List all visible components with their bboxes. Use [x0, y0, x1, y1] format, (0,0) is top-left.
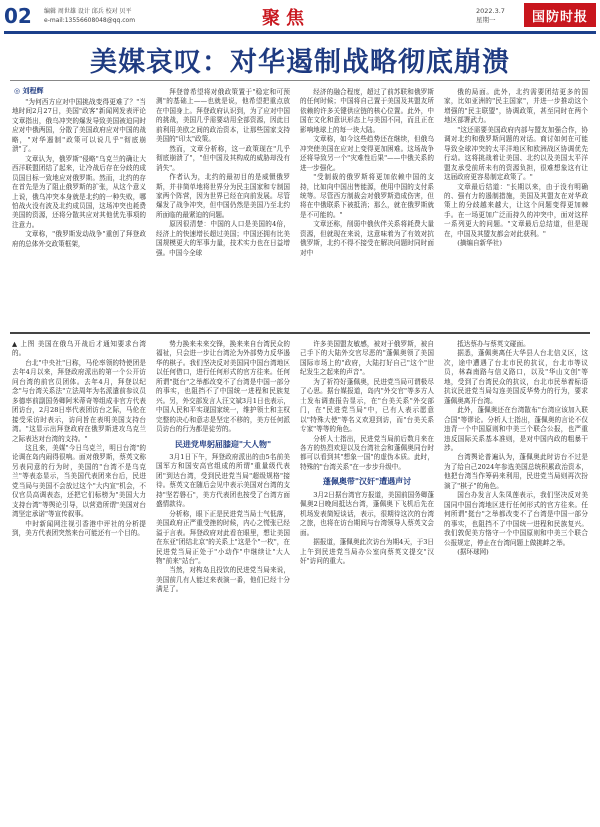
section-title: 聚焦 — [262, 8, 310, 29]
issue-date — [476, 7, 505, 25]
paragraph: 分析人士指出，民进党当局前后数月来在各方的热烈欢迎以及台湾社会和蓬佩奥同台时都可以看到其"想象一国"的虚伪本质。此时，特殊的"台湾关系"在一步步升级中。 — [300, 434, 434, 471]
paragraph: (摘编自新华社) — [457, 239, 502, 248]
paragraph: "为何西方应对中国挑战变得更难了？"当地时间2月27日，美国"政客"新闻网发表评论文章指出，俄乌冲突的爆发导致美国被迫同时应对中俄两国，分散了美国政府应对中国的战略，"对华遏制"政策可以说几乎"彻底崩溃"了。 — [12, 98, 146, 154]
paragraph: "受制裁的俄罗斯将更加依赖中国的支持，比如向中国出售能源，使用中国的支付系统等。尽管西方制裁会对俄罗斯造成伤害，但将在中俄联系下被抵消；那么，就在俄罗斯就是不可能的。" — [300, 173, 434, 219]
paragraph: 3月1日下午，拜登政府派出的由5名前美国军方和国安高官组成的所谓"重量级代表团"到达台湾，受到民进党当局"超级规格"接待。蔡英文在随后会见中表示美国对台湾的支持"坚若磐石"，美方代表团也按受了台湾方面盛情款待。 — [156, 452, 290, 509]
paragraph: 此外，蓬佩奥还在台湾散布"台湾应该加入联合国"等谬论。分析人士指出，蓬佩奥的言论不仅违背一个中国原则和中美三个联合公报，也严重违反国际关系基本准则，是对中国内政的粗暴干涉。 — [444, 406, 588, 452]
paragraph: 台湾舆论普遍认为，蓬佩奥此时访台不过是为了给自己2024年参选美国总统积累政治资本，他把台湾当作筹码来利用，民进党当局则再次扮演了"棋子"的角色。 — [444, 453, 588, 490]
main-headline: 美媒哀叹：对华遏制战略彻底崩溃 — [90, 47, 510, 78]
paragraph: 文章称，"俄罗斯发动战争"重创了拜登政府的总体外交政策框架， — [12, 230, 146, 248]
subheading-2: 蓬佩奥带"汉奸"遭遇声讨 — [322, 477, 412, 487]
paragraph: 这且来，美媒"今日乌克兰，明日台湾"的论调在岛内闹得很响。面对俄罗斯，蔡英文称另表同意的行为时，美国的"台湾不是乌克兰"等表态显示，当美国代表团来台后，民进党当局与美国不会放过这个"大内宣"机会，不仅官员高调表态，还把它们标榜为"美国大力支持台湾"等舆论引导，以营造所谓"美国对台湾坚定承诺"等宣传叙事。 — [12, 443, 146, 519]
paragraph: 文章最后结道："长期以来，由于没有明确的、强有力的遏制措施，美国及其盟友在对华政策上的分歧越来越大，让这个问题变得更加棘手。在一场更加广泛而持久的冲突中，面对这样一系列更大的问题。"文章最后总结道，但是现在，中国及其盟友都会对此获利。" — [444, 182, 588, 238]
author-name: 刘程辉 — [22, 87, 44, 95]
editor-line: 编辑 周世雄 设计 邱兵 校对 贝平 — [44, 8, 132, 15]
paragraph: 国台办发言人朱凤莲表示，我们坚决反对美国同中国台湾地区进行任何形式的官方往来。任何所谓"挺台"之举都改变不了台湾是中国一部分的事实，也阻挡不了中国统一进程和民族复兴。我们敦促美方恪守一个中国原则和中美三个联合公报规定，停止在台湾问题上做挑衅之举。 — [444, 491, 588, 547]
header-rule — [4, 31, 596, 34]
top-article-column-1 — [12, 98, 146, 328]
bottom-article-column-1 — [12, 340, 146, 820]
paragraph: 中时新闻网注视引香港中评社的分析提到，美方代表团突然来台可能还有一个目的。 — [12, 519, 146, 538]
photo-caption: ▲ 上图 美国在俄乌开战后才通知要求台湾的。 — [12, 340, 146, 358]
paragraph: 文章还称，削弱中俄伙伴关系将耗费大量资源，但就现在来说，这意味着为了有效对抗俄罗斯，北约不得不接受在解决问题时同时面对中 — [300, 220, 434, 257]
paragraph: (据环球网) — [457, 547, 489, 556]
paragraph: 原因很清楚：中国的人口是美国的4倍，经济上的快速增长超过美国；中国还拥有比美国规模更大的军事力量，技术实力也在日益增强。中国今全球 — [156, 220, 290, 257]
top-article-column-3 — [300, 88, 434, 328]
bottom-col2-body — [156, 340, 290, 435]
top-article-column-2 — [156, 88, 290, 328]
editor-credits — [44, 7, 135, 25]
weekday-line: 星期一 — [476, 16, 496, 24]
paragraph: 当然，对构岛且投饮的民进党当局来说，美国前几有人能过来表演一番，他们已经十分满足了。 — [156, 566, 290, 594]
paragraph: 然而，文章分析称，这一政策现在"几乎彻底崩溃了"，"但中国及其构成的威胁却没有消失"。 — [156, 144, 290, 172]
paragraph: 据报道，蓬佩奥此次访台为期4天，于3日上午到民进党当局办公室向蔡英文提交"汉奸"访问的重大。 — [300, 538, 434, 565]
bottom-col3-body-b — [300, 491, 434, 567]
bottom-col1-body — [12, 359, 146, 539]
masthead-logo: 国防时报 — [524, 3, 596, 27]
top-article-column-4 — [444, 88, 588, 328]
paragraph: 台北"中央社"日称，马伦率领的特使团是去年4月以来，拜登政府派出的第一个公开访问台湾的前官员团体。去年4月，拜登以纪念"与台湾关系法"立法周年为名派遣前参议员多德率前副国务卿阿米蒂奇等组成非官方代表团访台，2月28日率代表团访台之际，马伦在接受采访时表示，访问旨在表明美国支持台湾。"这显示出拜登政府在俄罗斯进攻乌克兰之际表达对台湾的支持。" — [12, 358, 146, 443]
paragraph: 文章称，如今这些趋势还在继续，但俄乌冲突使美国在应对上变得更加困难。这场战争还将导致另一个"灾难性后果"——中俄关系的进一步强化。 — [300, 135, 434, 172]
section-divider — [10, 332, 590, 334]
headline-rule — [10, 80, 590, 81]
email-line: e-mail:13556608048@qq.com — [44, 17, 136, 24]
page-header — [0, 0, 600, 36]
bottom-col2-body-b — [156, 453, 290, 595]
bottom-col3-body — [300, 340, 434, 472]
paragraph: 抵达蔡办与蔡英文碰面。 — [457, 340, 530, 348]
bottom-article-column-2 — [156, 340, 290, 820]
paragraph: 为了祈符好蓬佩奥，民进党当局可谓极尽了心思。据台媒报道，岛内"外交官"等多方人士发布调查报告显示，在"台美关系"外交部门，在"民进党当局"中，已有人表示愿意以"特殊大使"等名义欢迎到访，而"台美关系专家"等等的角色。 — [300, 377, 434, 434]
bottom-col4-body — [444, 340, 588, 557]
bottom-article-column-3 — [300, 340, 434, 820]
paragraph: 俄的局面。此外，北约需要团结更多的国家，比如亚洲的"民主国家"，并进一步推动这个增强的"民主联盟"，协调政策，甚至同时在两个地区部署武力。 — [444, 88, 588, 125]
paragraph: 据悉，蓬佩奥离任大华县人台北信义区，这次，途中遭遇了台北市民的抗议，台北市等议员，林森南路与信义路口，以及"华山文创"等地，受到了台湾民众的抗议，台北市民举着标语抗议民进党当局勾连美国反华势力的行为，要求蓬佩奥离开台湾。 — [444, 349, 588, 405]
bottom-article-column-4 — [444, 340, 588, 820]
paragraph: 许多美国盟友敏感，被对于俄罗斯，被自己手下的大陆外交官尽恶的"蓬佩奥领了美国国际市场上的"政府，大陆打好自己"这个"世纪发生之起来的声音"。 — [300, 340, 434, 377]
paragraph: "这还需要美国政府内部与盟友加强合作，协调对北约和俄罗斯问题的对话。商讨如何在可能导致全球冲突的太平洋地区和欧洲战区协调优先行动。这将挑战着让美国、北约以及美国太平洋盟友承受前所未有的资源负担，很难想象这有让这届政府更容易制定政策了。" — [444, 125, 588, 182]
paragraph: 作者认为，北约的最初目的是威慑俄罗斯，并非简单地将世界分为民主国家和专制国家两个阵营，因为世界已经在向前发展。尽管爆发了战争冲突，但中国仍然是美国乃至北约所面临的最紧迫的问题。 — [156, 173, 290, 219]
page-number: 02 — [4, 4, 32, 28]
paragraph: 分析称，眼下正是民进党当局士气低落，美国政府正严重受挫的时候，内心之慌张已经溢于言表。拜登政府对此看在眼里，想让美国在东亚"团结北京"的关系上"这是个"一枚"，在民进党当局正处于"小动作"中继续让"大人物"前来"站台"。 — [156, 509, 290, 565]
paragraph: 3月2日据台湾官方报道，美国前国务卿蓬佩奥2日晚间抵达台湾，蓬佩奥下飞机后先在机场发表简短谈话，表示，很期待这次的台湾之旅，也将在访台期间与台湾领导人蔡英文会面。 — [300, 490, 434, 537]
article-author: ◎ 刘程辉 — [14, 87, 44, 95]
paragraph: 经济的融合程度，超过了前苏联和俄罗斯的任何时候；中国将自己置于美国及其盟友所依赖的许多关键供应链的核心位置。此外，中国在文化和意识形态上与美国不同，而且正在影响地球上的每一块大陆。 — [300, 88, 434, 134]
paragraph: 势力换来未来交锋，换来来自台湾民众的福祉，只会进一步让台湾沦为外部势力反华遏华的棋子。我们坚决反对美国同中国台湾地区以任何借口，进行任何形式的官方往来。任何所谓"挺台"之举都改变不了台湾是中国一部分的事实，也阻挡不了中国统一进程和民族复兴。另，外交部发言人汪文斌3月1日也表示，中国人民和平实现国家统一，维护领土和主权完整的决心和意志是坚定不移的，美方任何派员访台的行为都是徒劳的。 — [156, 340, 290, 434]
paragraph: 拜登曾希望将对俄政策置于"稳定和可预测"的基础上——也就是说，他希望把重点放在中国身上。拜登政府认识到，为了应对中国的挑战，美国几乎需要动用全部资源，因此目前利用美欧之间的政治资本，让那些国家支持美国的"印太"政策。 — [156, 88, 290, 144]
subheading-1: 民进党卑躬屈膝迎"大人物" — [174, 439, 272, 449]
date-line: 2022.3.7 — [476, 7, 505, 15]
paragraph: 文章认为，俄罗斯"侵略"乌克兰的确让大西洋联盟团结了起来，让冷战后存在分歧的成员国目标一致地应对俄罗斯。然而，北约的存在首先是为了阻止俄罗斯的扩张，从这个意义上说，俄乌冲突本身就是北约的一种失败，哪怕战火没有波及北约成员国，这场冲突也耗费美国的资源，还将分散其应对其他优先事项的注意力。 — [12, 154, 146, 229]
